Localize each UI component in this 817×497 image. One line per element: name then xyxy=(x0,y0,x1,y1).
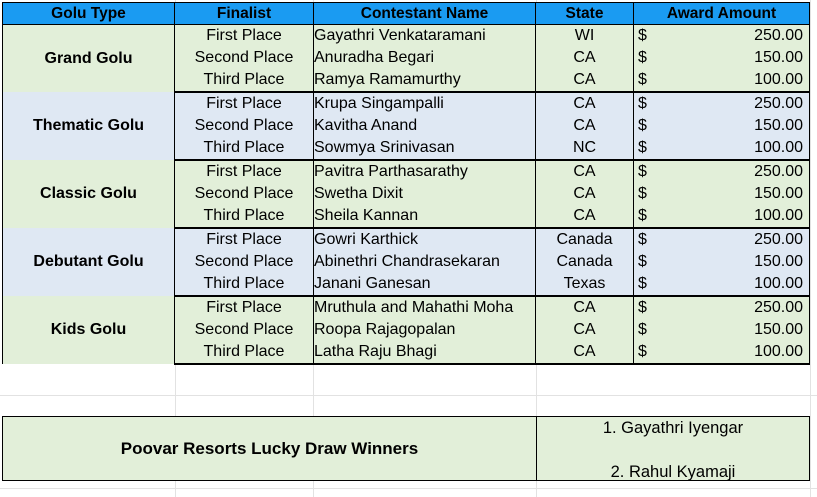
award-amount-cell[interactable] xyxy=(634,25,810,48)
currency-symbol: $ xyxy=(638,185,647,202)
lucky-draw-box xyxy=(2,416,810,481)
lucky-draw-winner[interactable]: 1. Gayathri Iyengar xyxy=(602,419,744,437)
award-amount-cell[interactable] xyxy=(634,251,810,273)
state-cell[interactable]: CA xyxy=(536,296,634,319)
award-amount-value: 100.00 xyxy=(754,71,803,88)
header-row xyxy=(3,3,810,25)
currency-symbol: $ xyxy=(638,275,647,292)
table-row xyxy=(3,160,810,183)
award-amount-cell[interactable] xyxy=(634,273,810,296)
currency-symbol: $ xyxy=(638,321,647,338)
golu-type-cell[interactable]: Thematic Golu xyxy=(3,92,175,160)
award-amount-cell[interactable] xyxy=(634,183,810,205)
state-cell[interactable]: Canada xyxy=(536,251,634,273)
award-amount-cell[interactable] xyxy=(634,69,810,92)
golu-type-cell[interactable]: Debutant Golu xyxy=(3,228,175,296)
contestant-name-cell[interactable]: Kavitha Anand xyxy=(314,115,536,137)
state-cell[interactable]: CA xyxy=(536,160,634,183)
currency-symbol: $ xyxy=(638,71,647,88)
lucky-draw-winner[interactable]: 2. Rahul Kyamaji xyxy=(610,463,736,481)
finalist-cell[interactable]: Third Place xyxy=(175,205,314,228)
finalist-cell[interactable]: First Place xyxy=(175,25,314,48)
grid-line xyxy=(0,488,817,489)
finalist-cell[interactable]: Third Place xyxy=(175,273,314,296)
contestant-name-cell[interactable]: Janani Ganesan xyxy=(314,273,536,296)
award-amount-cell[interactable] xyxy=(634,47,810,69)
header-finalist[interactable]: Finalist xyxy=(175,3,314,25)
state-cell[interactable]: CA xyxy=(536,319,634,341)
finalist-cell[interactable]: First Place xyxy=(175,160,314,183)
finalist-cell[interactable]: Second Place xyxy=(175,251,314,273)
contestant-name-cell[interactable]: Sheila Kannan xyxy=(314,205,536,228)
state-cell[interactable]: CA xyxy=(536,205,634,228)
currency-symbol: $ xyxy=(638,49,647,66)
contestant-name-cell[interactable]: Gowri Karthick xyxy=(314,228,536,251)
finalist-cell[interactable]: Third Place xyxy=(175,69,314,92)
header-state[interactable]: State xyxy=(536,3,634,25)
award-amount-cell[interactable] xyxy=(634,228,810,251)
currency-symbol: $ xyxy=(638,207,647,224)
state-cell[interactable]: CA xyxy=(536,69,634,92)
award-amount-value: 100.00 xyxy=(754,343,803,360)
contestant-name-cell[interactable]: Anuradha Begari xyxy=(314,47,536,69)
contestant-name-cell[interactable]: Gayathri Venkataramani xyxy=(314,25,536,48)
currency-symbol: $ xyxy=(638,117,647,134)
contestant-name-cell[interactable]: Krupa Singampalli xyxy=(314,92,536,115)
award-amount-cell[interactable] xyxy=(634,115,810,137)
award-amount-value: 100.00 xyxy=(754,139,803,156)
contestant-name-cell[interactable]: Sowmya Srinivasan xyxy=(314,137,536,160)
finalist-cell[interactable]: Second Place xyxy=(175,319,314,341)
state-cell[interactable]: CA xyxy=(536,183,634,205)
award-amount-value: 150.00 xyxy=(754,253,803,270)
table-row xyxy=(3,296,810,319)
golu-type-cell[interactable]: Classic Golu xyxy=(3,160,175,228)
award-amount-value: 100.00 xyxy=(754,207,803,224)
finalist-cell[interactable]: Second Place xyxy=(175,115,314,137)
golu-type-cell[interactable]: Kids Golu xyxy=(3,296,175,364)
currency-symbol: $ xyxy=(638,27,647,44)
header-golu-type[interactable]: Golu Type xyxy=(3,3,175,25)
finalist-cell[interactable]: First Place xyxy=(175,228,314,251)
header-contestant-name[interactable]: Contestant Name xyxy=(314,3,536,25)
state-cell[interactable]: Canada xyxy=(536,228,634,251)
currency-symbol: $ xyxy=(638,231,647,248)
awards-body xyxy=(3,25,810,365)
contestant-name-cell[interactable]: Swetha Dixit xyxy=(314,183,536,205)
currency-symbol: $ xyxy=(638,139,647,156)
contestant-name-cell[interactable]: Ramya Ramamurthy xyxy=(314,69,536,92)
currency-symbol: $ xyxy=(638,343,647,360)
table-row xyxy=(3,25,810,48)
award-amount-value: 150.00 xyxy=(754,49,803,66)
award-amount-cell[interactable] xyxy=(634,296,810,319)
award-amount-value: 250.00 xyxy=(754,231,803,248)
state-cell[interactable]: Texas xyxy=(536,273,634,296)
grid-line xyxy=(0,395,817,396)
contestant-name-cell[interactable]: Latha Raju Bhagi xyxy=(314,341,536,364)
award-amount-cell[interactable] xyxy=(634,205,810,228)
currency-symbol: $ xyxy=(638,299,647,316)
finalist-cell[interactable]: First Place xyxy=(175,296,314,319)
state-cell[interactable]: NC xyxy=(536,137,634,160)
finalist-cell[interactable]: First Place xyxy=(175,92,314,115)
award-amount-value: 150.00 xyxy=(754,117,803,134)
award-amount-cell[interactable] xyxy=(634,341,810,364)
award-amount-value: 150.00 xyxy=(754,185,803,202)
award-amount-cell[interactable] xyxy=(634,319,810,341)
award-amount-value: 250.00 xyxy=(754,163,803,180)
finalist-cell[interactable]: Second Place xyxy=(175,47,314,69)
award-amount-cell[interactable] xyxy=(634,92,810,115)
finalist-cell[interactable]: Third Place xyxy=(175,137,314,160)
currency-symbol: $ xyxy=(638,253,647,270)
award-amount-value: 250.00 xyxy=(754,95,803,112)
currency-symbol: $ xyxy=(638,95,647,112)
contestant-name-cell[interactable]: Roopa Rajagopalan xyxy=(314,319,536,341)
state-cell[interactable]: CA xyxy=(536,47,634,69)
currency-symbol: $ xyxy=(638,163,647,180)
award-amount-value: 250.00 xyxy=(754,299,803,316)
awards-table xyxy=(2,2,810,365)
finalist-cell[interactable]: Third Place xyxy=(175,341,314,364)
state-cell[interactable]: WI xyxy=(536,25,634,48)
table-row xyxy=(3,228,810,251)
finalist-cell[interactable]: Second Place xyxy=(175,183,314,205)
award-amount-cell[interactable] xyxy=(634,137,810,160)
award-amount-value: 250.00 xyxy=(754,27,803,44)
table-row xyxy=(3,92,810,115)
golu-type-cell[interactable]: Grand Golu xyxy=(3,25,175,93)
contestant-name-cell[interactable]: Abinethri Chandrasekaran xyxy=(314,251,536,273)
award-amount-value: 150.00 xyxy=(754,321,803,338)
grid-line xyxy=(810,0,811,497)
contestant-name-cell[interactable]: Mruthula and Mahathi Moha xyxy=(314,296,536,319)
award-amount-cell[interactable] xyxy=(634,160,810,183)
state-cell[interactable]: CA xyxy=(536,341,634,364)
state-cell[interactable]: CA xyxy=(536,92,634,115)
header-award-amount[interactable]: Award Amount xyxy=(634,3,810,25)
state-cell[interactable]: CA xyxy=(536,115,634,137)
contestant-name-cell[interactable]: Pavitra Parthasarathy xyxy=(314,160,536,183)
award-amount-value: 100.00 xyxy=(754,275,803,292)
lucky-draw-title[interactable]: Poovar Resorts Lucky Draw Winners xyxy=(3,417,537,480)
